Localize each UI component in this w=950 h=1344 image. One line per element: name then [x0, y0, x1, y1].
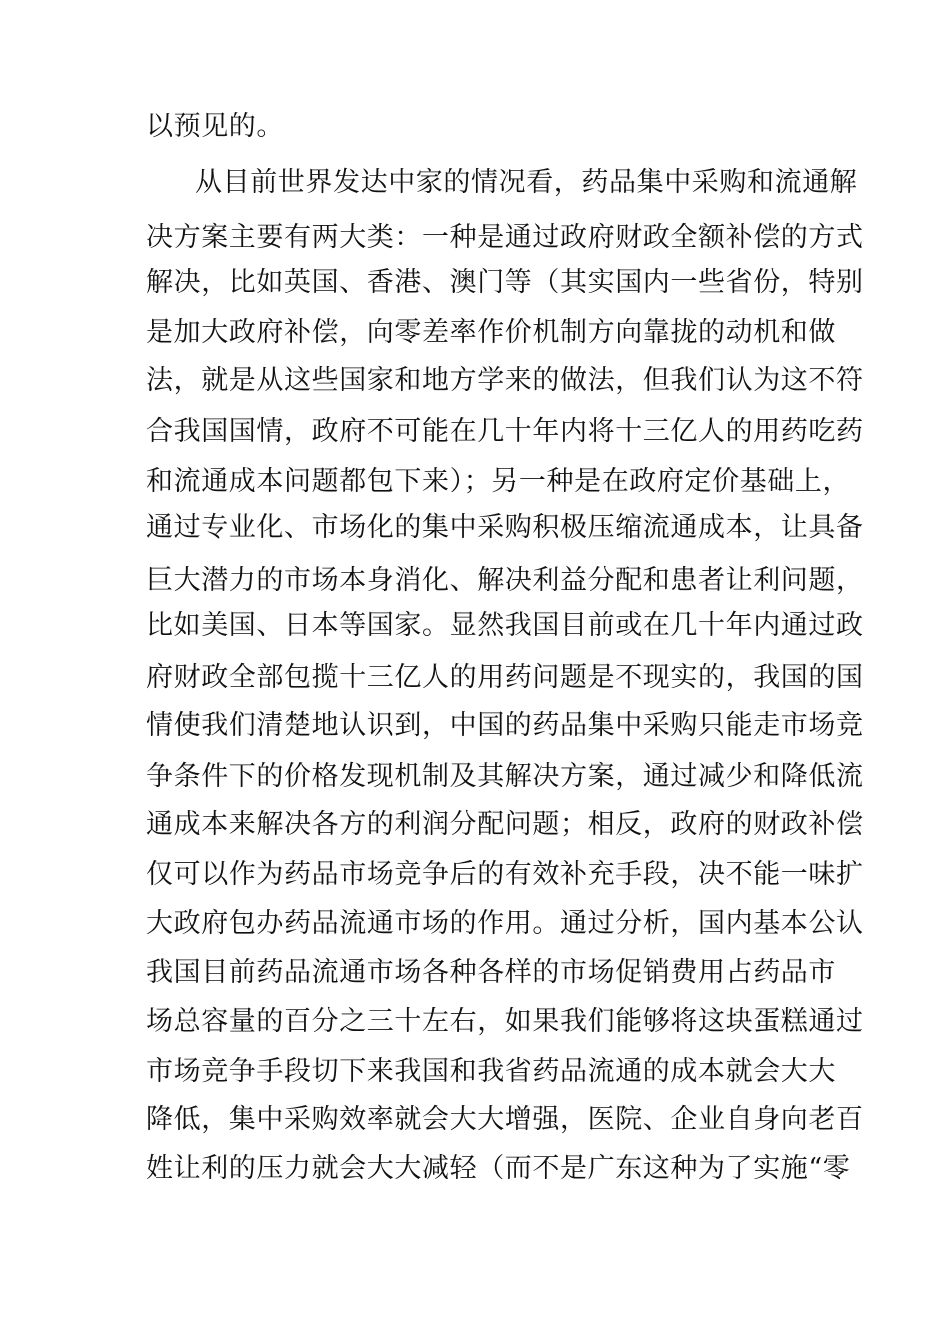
text-line: 大政府包办药品流通市场的作用。通过分析，国内基本公认	[146, 908, 864, 939]
text-line: 通过专业化、市场化的集中采购积极压缩流通成本，让具备	[146, 512, 864, 543]
text-line: 通成本来解决各方的利润分配问题；相反，政府的财政补偿	[146, 809, 864, 840]
text-line: 我国目前药品流通市场各种各样的市场促销费用占药品市	[146, 957, 836, 988]
text-line: 和流通成本问题都包下来）；另一种是在政府定价基础上，	[146, 466, 851, 497]
text-line: 府财政全部包揽十三亿人的用药问题是不现实的，我国的国	[146, 662, 864, 693]
text-line: 以预见的。	[146, 111, 284, 142]
text-line: 情使我们清楚地认识到，中国的药品集中采购只能走市场竞	[146, 710, 864, 741]
text-line: 是加大政府补偿，向零差率作价机制方向靠拢的动机和做	[146, 317, 836, 348]
text-line: 法，就是从这些国家和地方学来的做法，但我们认为这不符	[146, 365, 864, 396]
text-line: 降低，集中采购效率就会大大增强，医院、企业自身向老百	[146, 1104, 864, 1135]
text-line: 场总容量的百分之三十左右，如果我们能够将这块蛋糕通过	[146, 1006, 864, 1037]
text-line: 合我国国情，政府不可能在几十年内将十三亿人的用药吃药	[146, 416, 864, 447]
text-line: 争条件下的价格发现机制及其解决方案，通过减少和降低流	[146, 761, 864, 792]
text-line: 仅可以作为药品市场竞争后的有效补充手段，决不能一味扩	[146, 859, 864, 890]
text-line: 解决，比如英国、香港、澳门等（其实国内一些省份，特别	[146, 267, 864, 298]
text-line: 决方案主要有两大类：一种是通过政府财政全额补偿的方式	[146, 222, 864, 253]
text-line: 比如美国、日本等国家。显然我国目前或在几十年内通过政	[146, 610, 864, 641]
text-line: 市场竞争手段切下来我国和我省药品流通的成本就会大大	[146, 1056, 836, 1087]
text-line: 巨大潜力的市场本身消化、解决利益分配和患者让利问题，	[146, 565, 864, 596]
text-line: 姓让利的压力就会大大减轻（而不是广东这种为了实施“零	[146, 1153, 851, 1184]
text-line: 从目前世界发达中家的情况看，药品集中采购和流通解	[195, 167, 858, 198]
